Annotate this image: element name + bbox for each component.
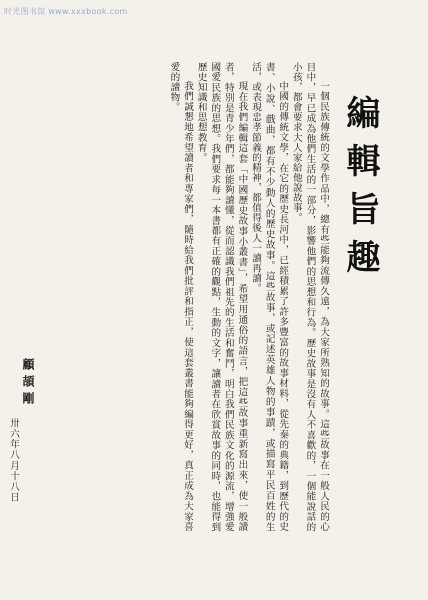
paragraph: 現在我們編輯這套「中國歷史故事小叢書」，希望用通俗的語言，把這些故事重新寫出來，使一般讀者，特別是青少年們，都能夠讀懂，從而認識我們祖先的生活和奮鬥，明白我們民族文化的源流，增強愛國愛民族的思想。我們要求每一本書都有正確的觀點，生動的文字，讓讀者在欣賞故事的同時，也能得到歷史知識和思想教育。	[195, 62, 248, 532]
body-text	[30, 62, 330, 532]
date: 卅六年八月十八日	[8, 418, 19, 503]
author-signature: 顧頡剛	[21, 358, 35, 409]
paragraph: 中國的傳統文學，在它的歷史長河中，已經積累了許多豐富的故事材料，從先秦的典籍，到歷代的史書、小說、戲曲，都有不少動人的歷史故事。這些故事，或記述英雄人物的事蹟，或描寫平民百姓的生活，或表現忠孝節義的精神，都值得後人一讀再讀。	[250, 62, 289, 532]
paragraph: 我們誠懇地希望讀者和專家們，隨時給我們批評和指正，使這套叢書能夠編得更好，真正成為大家喜愛的讀物。	[168, 62, 194, 532]
paragraph: 一個民族傳統的文學作品中，總有些能夠流傳久遠，為大家所熟知的故事。這些故事在一般人民的心目中，早已成為他們生活的一部分，影響他們的思想和行為。歷史故事是沒有人不喜歡的，一個能說話的小孩，都會要求大人家給他說故事。	[290, 62, 329, 532]
page-title: 編輯旨趣	[340, 95, 380, 287]
watermark: 时光图书馆 www.xxxbook.com	[4, 7, 128, 16]
